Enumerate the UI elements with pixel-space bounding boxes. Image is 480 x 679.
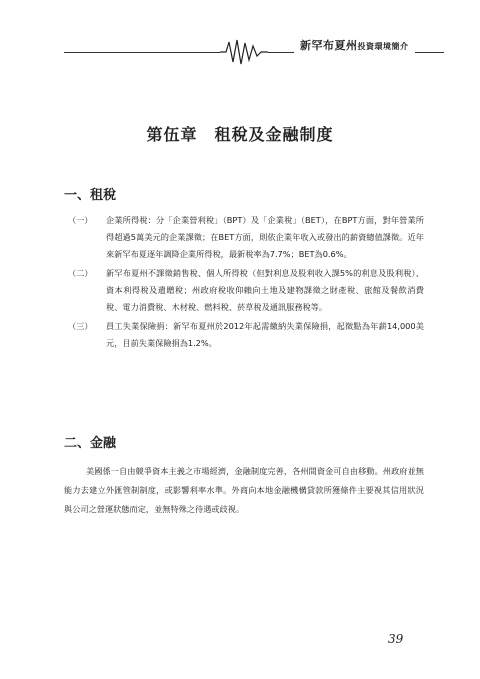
running-header-sub: 投資環境簡介 xyxy=(357,42,409,51)
list-item xyxy=(68,265,424,316)
item-text: 新罕布夏州不課徵銷售稅、個人所得稅（但對利息及股利收入課5%的利息及股利稅）、資本利得稅及遺贈稅；州政府稅收仰賴向土地及建物課徵之財產稅、旅館及餐飲消費稅、電力消費稅、木材稅、燃料稅、菸草稅及通訊服務稅等。 xyxy=(106,268,424,312)
item-number: （一） xyxy=(68,215,93,225)
item-number: （三） xyxy=(68,321,93,331)
section-heading-tax: 一、租稅 xyxy=(64,188,117,203)
list-item xyxy=(68,318,424,352)
tax-item-list xyxy=(68,212,424,354)
running-header-main: 新罕布夏州 xyxy=(300,39,358,52)
list-item xyxy=(68,212,424,263)
chapter-title: 第伍章 租稅及金融制度 xyxy=(146,125,334,144)
item-text: 企業所得稅：分「企業營利稅」（BPT）及「企業稅」（BET），在BPT方面，對年營業所得超過5萬美元的企業課徵；在BET方面，則依企業年收入或發出的薪資總值課徵。近年來新罕布夏逐年調降企業所得稅，最新稅率為7.7%；BET為0.6%。 xyxy=(106,215,424,259)
page-number: 39 xyxy=(388,632,404,646)
item-number: （二） xyxy=(68,268,93,278)
section-heading-finance: 二、金融 xyxy=(64,436,117,451)
heartbeat-wave-icon xyxy=(220,38,268,66)
finance-paragraph: 美國係一自由競爭資本主義之市場經濟，金融制度完善，各州間資金可自由移動。州政府並無能力去建立外匯管制制度，或影響利率水準。外商向本地金融機構貸款所獲條件主要視其信用狀況與公司之營運狀態而定，並無特殊之待遇或歧視。 xyxy=(64,466,424,514)
running-header-title xyxy=(294,38,415,54)
item-text: 員工失業保險捐：新罕布夏州於2012年起需繳納失業保險捐，起徵點為年薪14,000美元，目前失業保險捐為1.2%。 xyxy=(106,321,424,348)
